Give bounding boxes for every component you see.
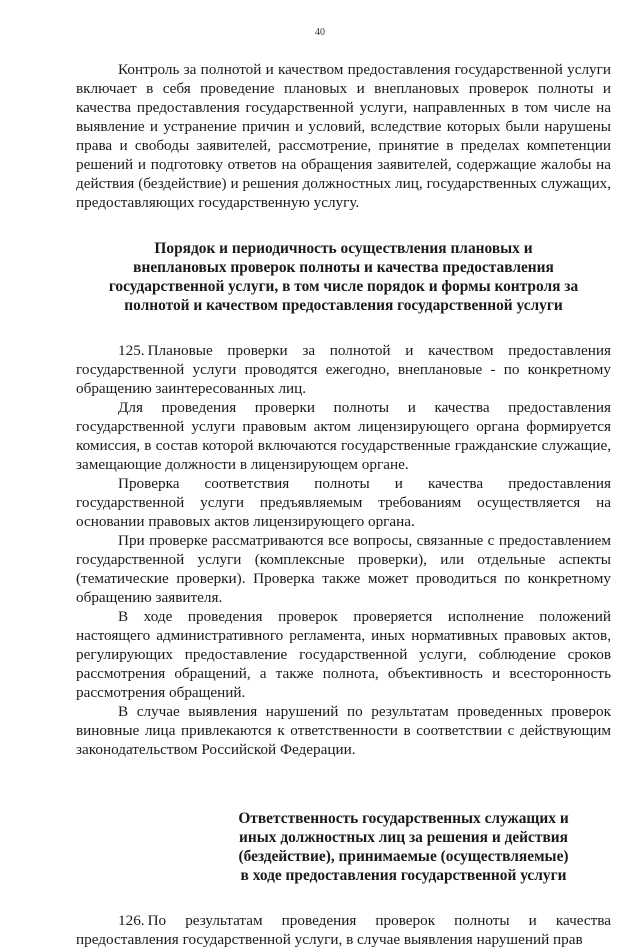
document-body bbox=[76, 60, 611, 949]
section-heading-responsibility bbox=[76, 809, 611, 885]
paragraph-125-3: Проверка соответствия полноты и качества предоставления государственной услуги предъявляемым требованиям осуществляется на основании правовых актов лицензирующего органа. bbox=[76, 475, 611, 530]
paragraph-125-5: В ходе проведения проверок проверяется исполнение положений настоящего административного регламента, иных нормативных правовых актов, регулирующих предоставление государственной услуги, соблюдение сроков рассмотрения обращений, а также полнота, объективность и всесторонность рассмотрения обращений. bbox=[76, 608, 611, 701]
section-heading-inspection-procedure bbox=[76, 239, 611, 315]
heading-line: внеплановых проверок полноты и качества предоставления bbox=[133, 259, 554, 276]
paragraph-text: Плановые проверки за полнотой и качеством предоставления государственной услуги проводятся ежегодно, внеплановые - по конкретному обращению заинтересованных лиц. bbox=[76, 342, 611, 397]
paragraph-125-2: Для проведения проверки полноты и качества предоставления государственной услуги правовым актом лицензирующего органа формируется комиссия, в состав которой включаются государственные гражданские служащие, замещающие должности в лицензирующем органе. bbox=[76, 399, 611, 473]
heading-line: (бездействие), принимаемые (осуществляемые) bbox=[238, 848, 569, 865]
intro-paragraph: Контроль за полнотой и качеством предоставления государственной услуги включает в себя проведение плановых и внеплановых проверок полноты и качества предоставления государственной услуги, направленных в том числе на выявление и устранение причин и условий, вследствие которых были нарушены права и свободы заявителей, рассмотрение, принятие в пределах компетенции решений и подготовку ответов на обращения заявителей, содержащие жалобы на действия (бездействие) и решения должностных лиц, государственных служащих, предоставляющих государственную услугу. bbox=[76, 61, 611, 211]
page-number: 40 bbox=[315, 27, 325, 38]
heading-line: Ответственность государственных служащих и bbox=[238, 810, 569, 827]
paragraph-text: По результатам проведения проверок полноты и качества предоставления государственной услуги, в случае выявления нарушений прав bbox=[76, 912, 611, 948]
heading-line: полнотой и качеством предоставления государственной услуги bbox=[124, 297, 563, 314]
paragraph-125-4: При проверке рассматриваются все вопросы, связанные с предоставлением государственной услуги (комплексные проверки), или отдельные аспекты (тематические проверки). Проверка также может проводиться по конкретному обращению заявителя. bbox=[76, 532, 611, 606]
heading-line: Порядок и периодичность осуществления плановых и bbox=[154, 240, 533, 257]
heading-line: иных должностных лиц за решения и действия bbox=[239, 829, 568, 846]
paragraph-125-6: В случае выявления нарушений по результатам проведенных проверок виновные лица привлекаются к ответственности в соответствии с действующим законодательством Российской Федерации. bbox=[76, 703, 611, 758]
item-number-126: 126. bbox=[118, 912, 145, 929]
heading-line: в ходе предоставления государственной услуги bbox=[240, 867, 567, 884]
paragraph-125-1 bbox=[76, 341, 611, 398]
item-number-125: 125. bbox=[118, 342, 145, 359]
heading-line: государственной услуги, в том числе порядок и формы контроля за bbox=[108, 278, 579, 295]
paragraph-126-1 bbox=[76, 911, 611, 949]
